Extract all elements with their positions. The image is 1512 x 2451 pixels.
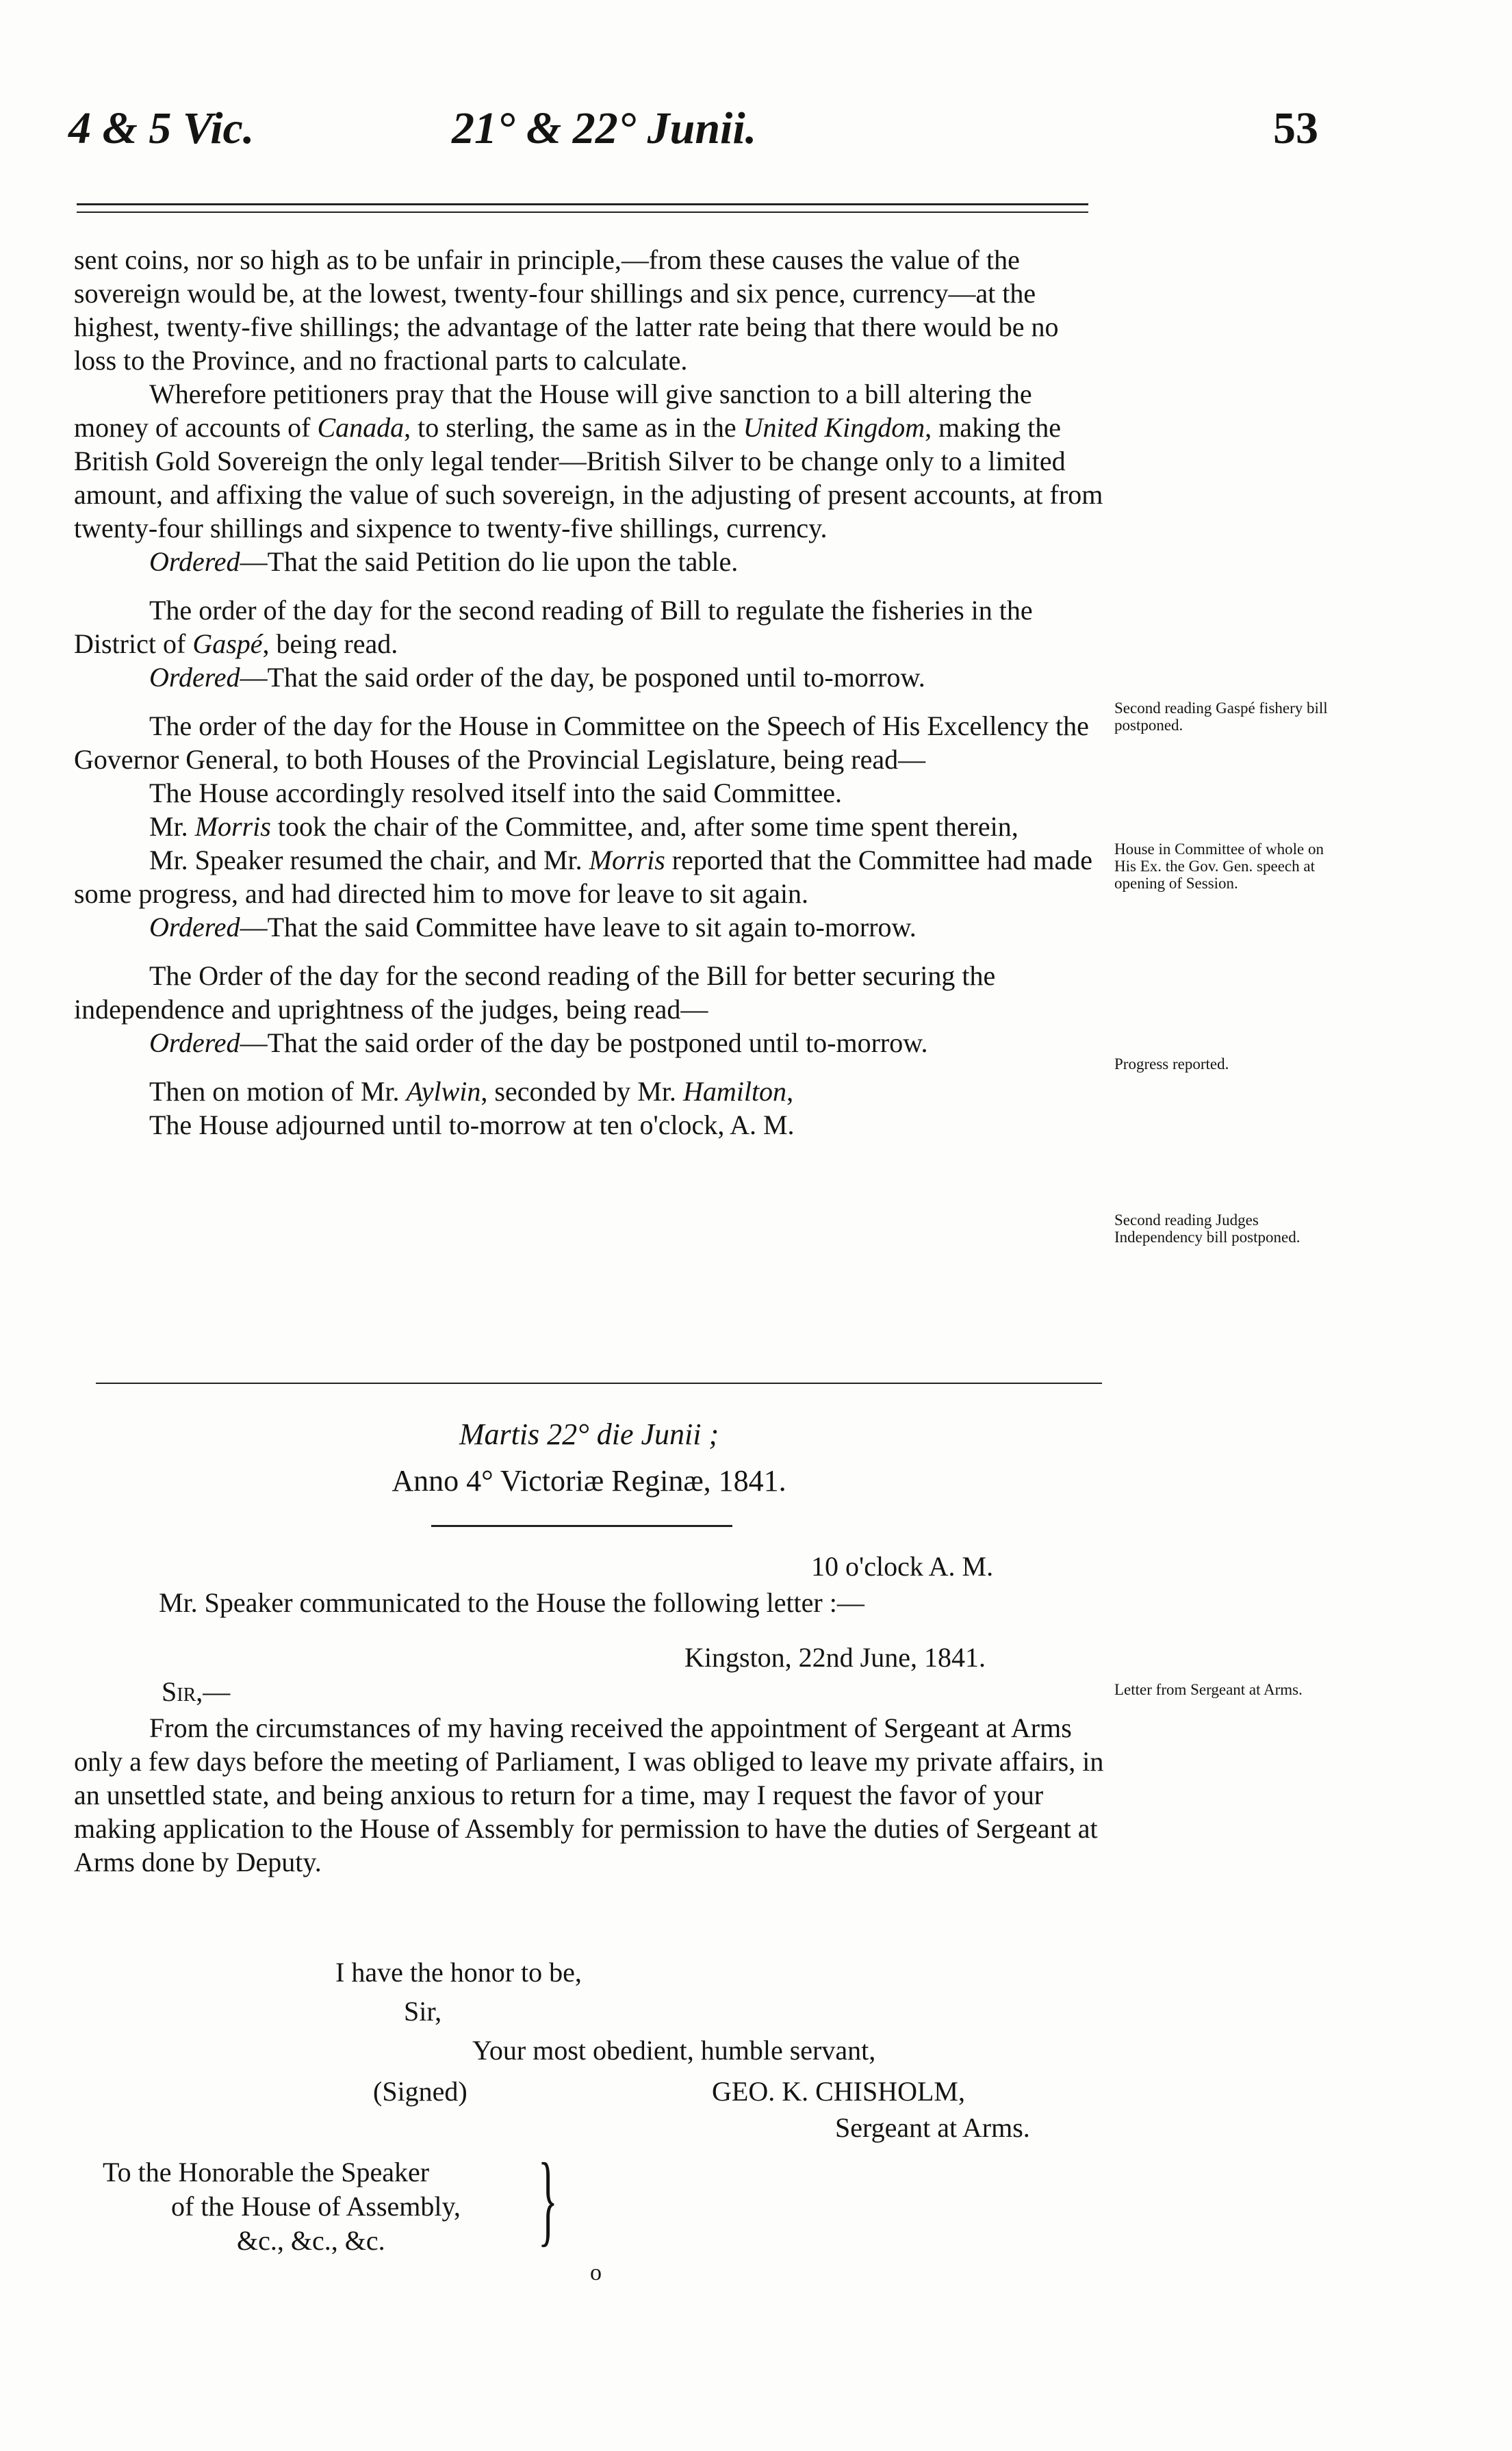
running-head-date: 21° & 22° Junii. bbox=[452, 103, 757, 153]
margin-note-committee: House in Committee of whole on His Ex. the Gov. Gen. speech at opening of Session. bbox=[1114, 840, 1324, 892]
address-line-3: &c., &c., &c. bbox=[237, 2225, 385, 2256]
running-head-regnal: 4 & 5 Vic. bbox=[68, 103, 255, 153]
communicated-line: Mr. Speaker communicated to the House the following letter :— bbox=[159, 1587, 864, 1618]
letter-closing: I have the honor to be, bbox=[335, 1957, 582, 1988]
ordered-petition: Ordered—That the said Petition do lie upon the table. bbox=[149, 546, 739, 577]
time-line: 10 o'clock A. M. bbox=[811, 1551, 994, 1582]
letter-closing-servant: Your most obedient, humble servant, bbox=[472, 2035, 876, 2066]
judges-bill-paragraph: The Order of the day for the second reading of the Bill for better securing the independence and uprightness of the judges, being read— bbox=[74, 960, 996, 1025]
letter-salutation: Sir,— bbox=[162, 1676, 231, 1707]
gaspe-bill-paragraph: The order of the day for the second reading of Bill to regulate the fisheries in the District of Gaspé, being read. bbox=[74, 595, 1033, 659]
ordered-gaspe: Ordered—That the said order of the day, be posponed until to-morrow. bbox=[149, 662, 925, 693]
ordered-judges: Ordered—That the said order of the day be postponed until to-morrow. bbox=[149, 1027, 928, 1058]
section-divider bbox=[96, 1383, 1102, 1384]
page-number: 53 bbox=[1273, 103, 1318, 153]
morris-chair: Mr. Morris took the chair of the Committee, and, after some time spent therein, bbox=[149, 811, 1018, 842]
signatory-title: Sergeant at Arms. bbox=[835, 2112, 1030, 2143]
letter-closing-sir: Sir, bbox=[404, 1996, 442, 2027]
petition-prayer: Wherefore petitioners pray that the House will give sanction to a bill altering the money of accounts of Canada, to sterling, the same as in the United Kingdom, making the British Gold Sovereign the only legal tender—British Silver to be change only to a limited amount, and affixing the value of such sovereign, in the adjusting of present accounts, at from twenty-four shillings and sixpence to twenty-five shillings, currency. bbox=[74, 378, 1103, 543]
margin-note-letter: Letter from Sergeant at Arms. bbox=[1114, 1681, 1303, 1698]
speaker-resumed: Mr. Speaker resumed the chair, and Mr. Morris reported that the Committee had made some progress, and had directed him to move for leave to sit again. bbox=[74, 845, 1093, 909]
main-text-block bbox=[74, 243, 1104, 1142]
address-line-1: To the Honorable the Speaker bbox=[103, 2157, 430, 2187]
anno-heading: Anno 4° Victoriæ Reginæ, 1841. bbox=[392, 1464, 786, 1498]
petition-continuation: sent coins, nor so high as to be unfair in principle,—from these causes the value of the sovereign would be, at the lowest, twenty-four shillings and six pence, currency—at the highest, twenty-five shillings; the advantage of the latter rate being that there would be no loss to the Province, and no fractional parts to calculate. bbox=[74, 244, 1059, 376]
adjourned-line: The House adjourned until to-morrow at ten o'clock, A. M. bbox=[149, 1109, 795, 1140]
letter-body: From the circumstances of my having received the appointment of Sergeant at Arms only a few days before the meeting of Parliament, I was obliged to leave my private affairs, in an unsettled state, and being anxious to return for a time, may I request the favor of your making application to the House of Assembly for permission to have the duties of Sergeant at Arms done by Deputy. bbox=[74, 1712, 1104, 1877]
short-rule bbox=[431, 1525, 732, 1527]
house-resolved: The House accordingly resolved itself into the said Committee. bbox=[149, 778, 842, 808]
address-brace: } bbox=[538, 2142, 558, 2256]
address-line-2: of the House of Assembly, bbox=[171, 2191, 461, 2222]
motion-paragraph: Then on motion of Mr. Aylwin, seconded by Mr. Hamilton, bbox=[149, 1076, 794, 1107]
header-rule-top bbox=[77, 203, 1088, 205]
signatory-name: GEO. K. CHISHOLM, bbox=[712, 2076, 965, 2107]
header-rule-bottom bbox=[77, 211, 1088, 213]
letter-date: Kingston, 22nd June, 1841. bbox=[684, 1642, 986, 1673]
margin-note-progress: Progress reported. bbox=[1114, 1055, 1229, 1073]
committee-paragraph: The order of the day for the House in Committee on the Speech of His Excellency the Governor General, to both Houses of the Provincial Legislature, being read— bbox=[74, 710, 1089, 775]
ordered-committee: Ordered—That the said Committee have leave to sit again to-morrow. bbox=[149, 912, 917, 942]
margin-note-judges: Second reading Judges Independency bill postponed. bbox=[1114, 1211, 1300, 1246]
margin-note-gaspe: Second reading Gaspé fishery bill postponed. bbox=[1114, 700, 1328, 734]
day-heading: Martis 22° die Junii ; bbox=[459, 1417, 719, 1451]
signed-mark: (Signed) bbox=[373, 2076, 467, 2107]
signature-mark: o bbox=[590, 2260, 602, 2285]
